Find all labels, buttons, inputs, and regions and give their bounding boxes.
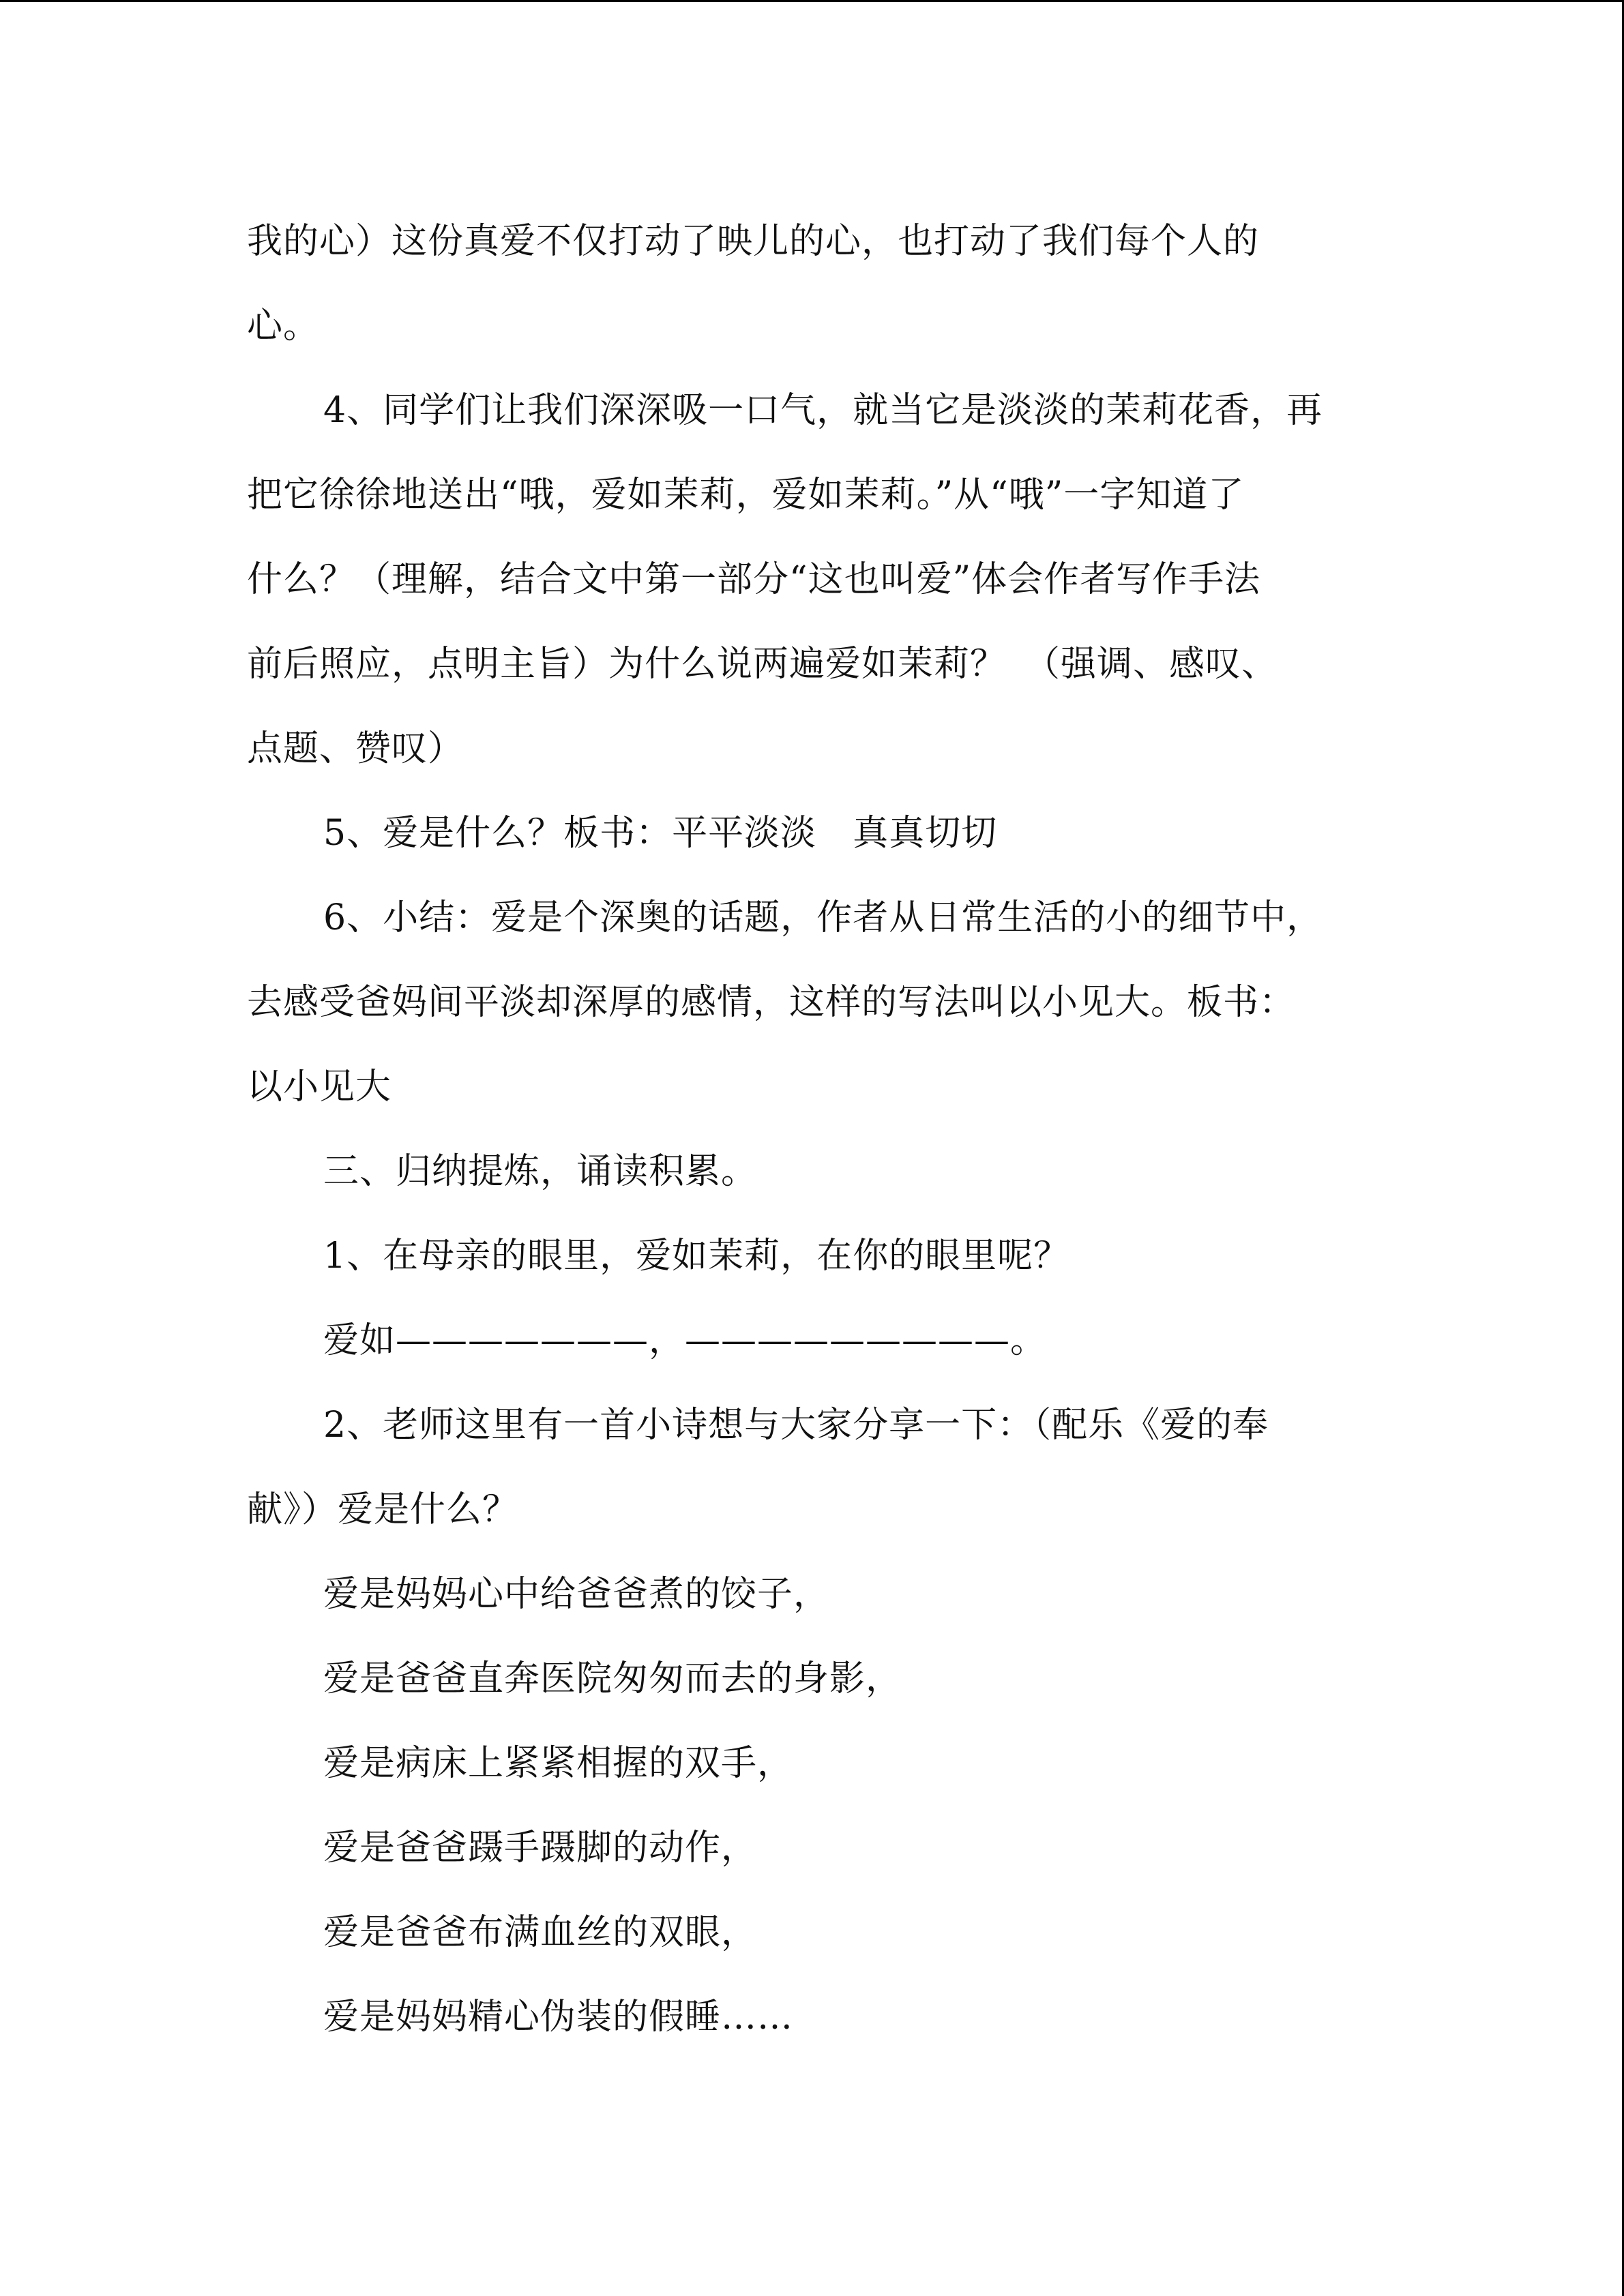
page-top-border xyxy=(0,0,1624,2)
text-line: 以小见大 xyxy=(247,1067,392,1107)
document-page xyxy=(247,199,1379,2059)
text-line: 5、爱是什么？板书：平平淡淡 真真切切 xyxy=(323,813,998,854)
text-line: 1、在母亲的眼里，爱如茉莉，在你的眼里呢？ xyxy=(323,1236,1070,1277)
text-line: 去感受爸妈间平淡却深厚的感情，这样的写法叫以小见大。板书： xyxy=(247,982,1296,1023)
text-line: 爱是妈妈心中给爸爸煮的饺子， xyxy=(323,1574,830,1615)
text-line: 爱是妈妈精心伪装的假睡…… xyxy=(323,1997,794,2038)
text-line: 心。 xyxy=(247,305,320,346)
text-line: 献》）爱是什么？ xyxy=(247,1489,519,1530)
text-line: 爱是爸爸蹑手蹑脚的动作， xyxy=(323,1828,758,1868)
text-line: 三、归纳提炼，诵读积累。 xyxy=(323,1151,758,1192)
text-line: 2、老师这里有一首小诗想与大家分享一下：（配乐《爱的奉 xyxy=(323,1405,1269,1446)
text-line: 我的心）这份真爱不仅打动了映儿的心，也打动了我们每个人的 xyxy=(247,221,1260,262)
text-line: 什么？（理解，结合文中第一部分“这也叫爱”体会作者写作手法 xyxy=(247,559,1261,600)
text-line: 爱是爸爸布满血丝的双眼， xyxy=(323,1912,758,1953)
text-line: 4、同学们让我们深深吸一口气，就当它是淡淡的茉莉花香，再 xyxy=(323,390,1323,431)
text-line: 爱如———————，—————————。 xyxy=(323,1320,1047,1361)
text-line: 爱是病床上紧紧相握的双手， xyxy=(323,1743,794,1784)
text-line: 把它徐徐地送出“哦，爱如茉莉，爱如茉莉。”从“哦”一字知道了 xyxy=(247,475,1245,516)
text-line: 爱是爸爸直奔医院匆匆而去的身影， xyxy=(323,1658,902,1699)
text-line: 点题、赞叹） xyxy=(247,728,464,769)
text-line: 前后照应，点明主旨）为什么说两遍爱如茉莉？ （强调、感叹、 xyxy=(247,644,1278,685)
text-line: 6、小结：爱是个深奥的话题，作者从日常生活的小的细节中， xyxy=(323,897,1323,938)
